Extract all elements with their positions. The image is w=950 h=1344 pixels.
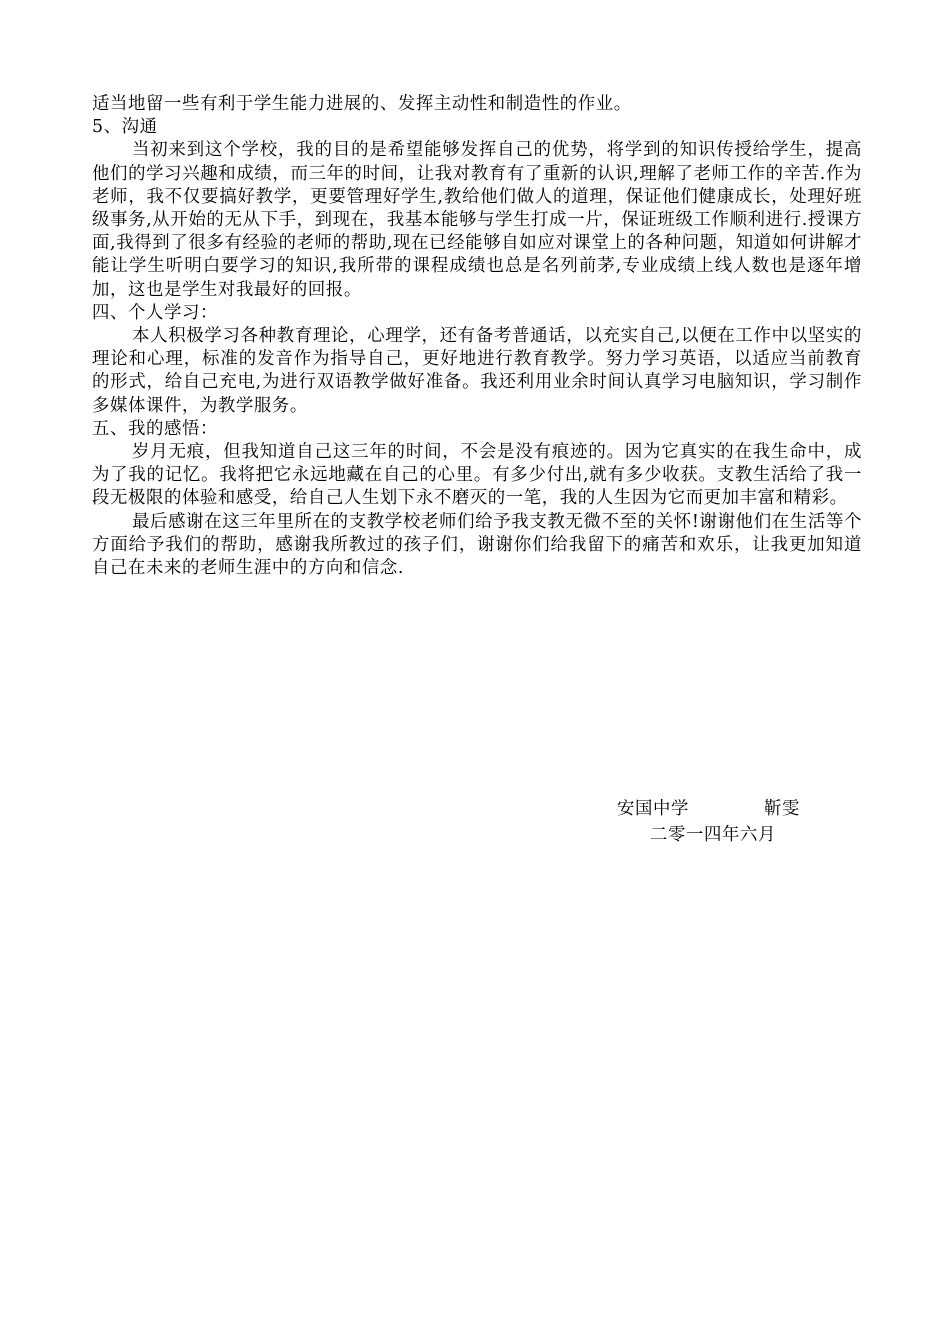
section-heading-communication: 5、沟通 [92,117,158,138]
paragraph-reflections: 岁月无痕，但我知道自己这三年的时间，不会是没有痕迹的。因为它真实的在我生命中，成为了我的记忆。我将把它永远地藏在自己的心里。有多少付出,就有多少收获。支教生活给了我一段无极限的体验和感受，给自己人生划下永不磨灭的一笔，我的人生因为它而更加丰富和精彩。 [92,442,862,509]
section-heading-reflections: 五、我的感悟： [92,418,218,439]
paragraph-thanks: 最后感谢在这三年里所在的支教学校老师们给予我支教无微不至的关怀!谢谢他们在生活等个方面给予我们的帮助，感谢我所教过的孩子们，谢谢你们给我留下的痛苦和欢乐，让我更加知道自己在未来的老师生涯中的方向和信念. [92,511,862,579]
signature-school: 安国中学 [617,799,689,819]
signature-name: 靳雯 [764,799,800,819]
paragraph-homework-continuation: 适当地留一些有利于学生能力进展的、发挥主动性和制造性的作业。 [92,94,632,114]
paragraph-personal-study: 本人积极学习各种教育理论，心理学，还有备考普通话，以充实自己,以便在工作中以坚实的理论和心理，标准的发音作为指导自己，更好地进行教育教学。努力学习英语，以适应当前教育的形式，给自己充电,为进行双语教学做好准备。我还利用业余时间认真学习电脑知识，学习制作多媒体课件，为教学服务。 [92,326,862,416]
paragraph-communication: 当初来到这个学校，我的目的是希望能够发挥自己的优势，将学到的知识传授给学生，提高他们的学习兴趣和成绩，而三年的时间，让我对教育有了重新的认识,理解了老师工作的辛苦.作为老师，我不仅要搞好教学，更要管理好学生,教给他们做人的道理，保证他们健康成长，处理好班级事务,从开始的无从下手，到现在，我基本能够与学生打成一片，保证班级工作顺利进行.授课方面,我得到了很多有经验的老师的帮助,现在已经能够自如应对课堂上的各种问题，知道如何讲解才能让学生听明白要学习的知识,我所带的课程成绩也总是名列前茅,专业成绩上线人数也是逐年增加，这也是学生对我最好的回报。 [92,140,862,300]
section-heading-personal-study: 四、个人学习： [92,302,218,323]
document-body [92,93,862,580]
signature-date: 二零一四年六月 [650,825,776,845]
